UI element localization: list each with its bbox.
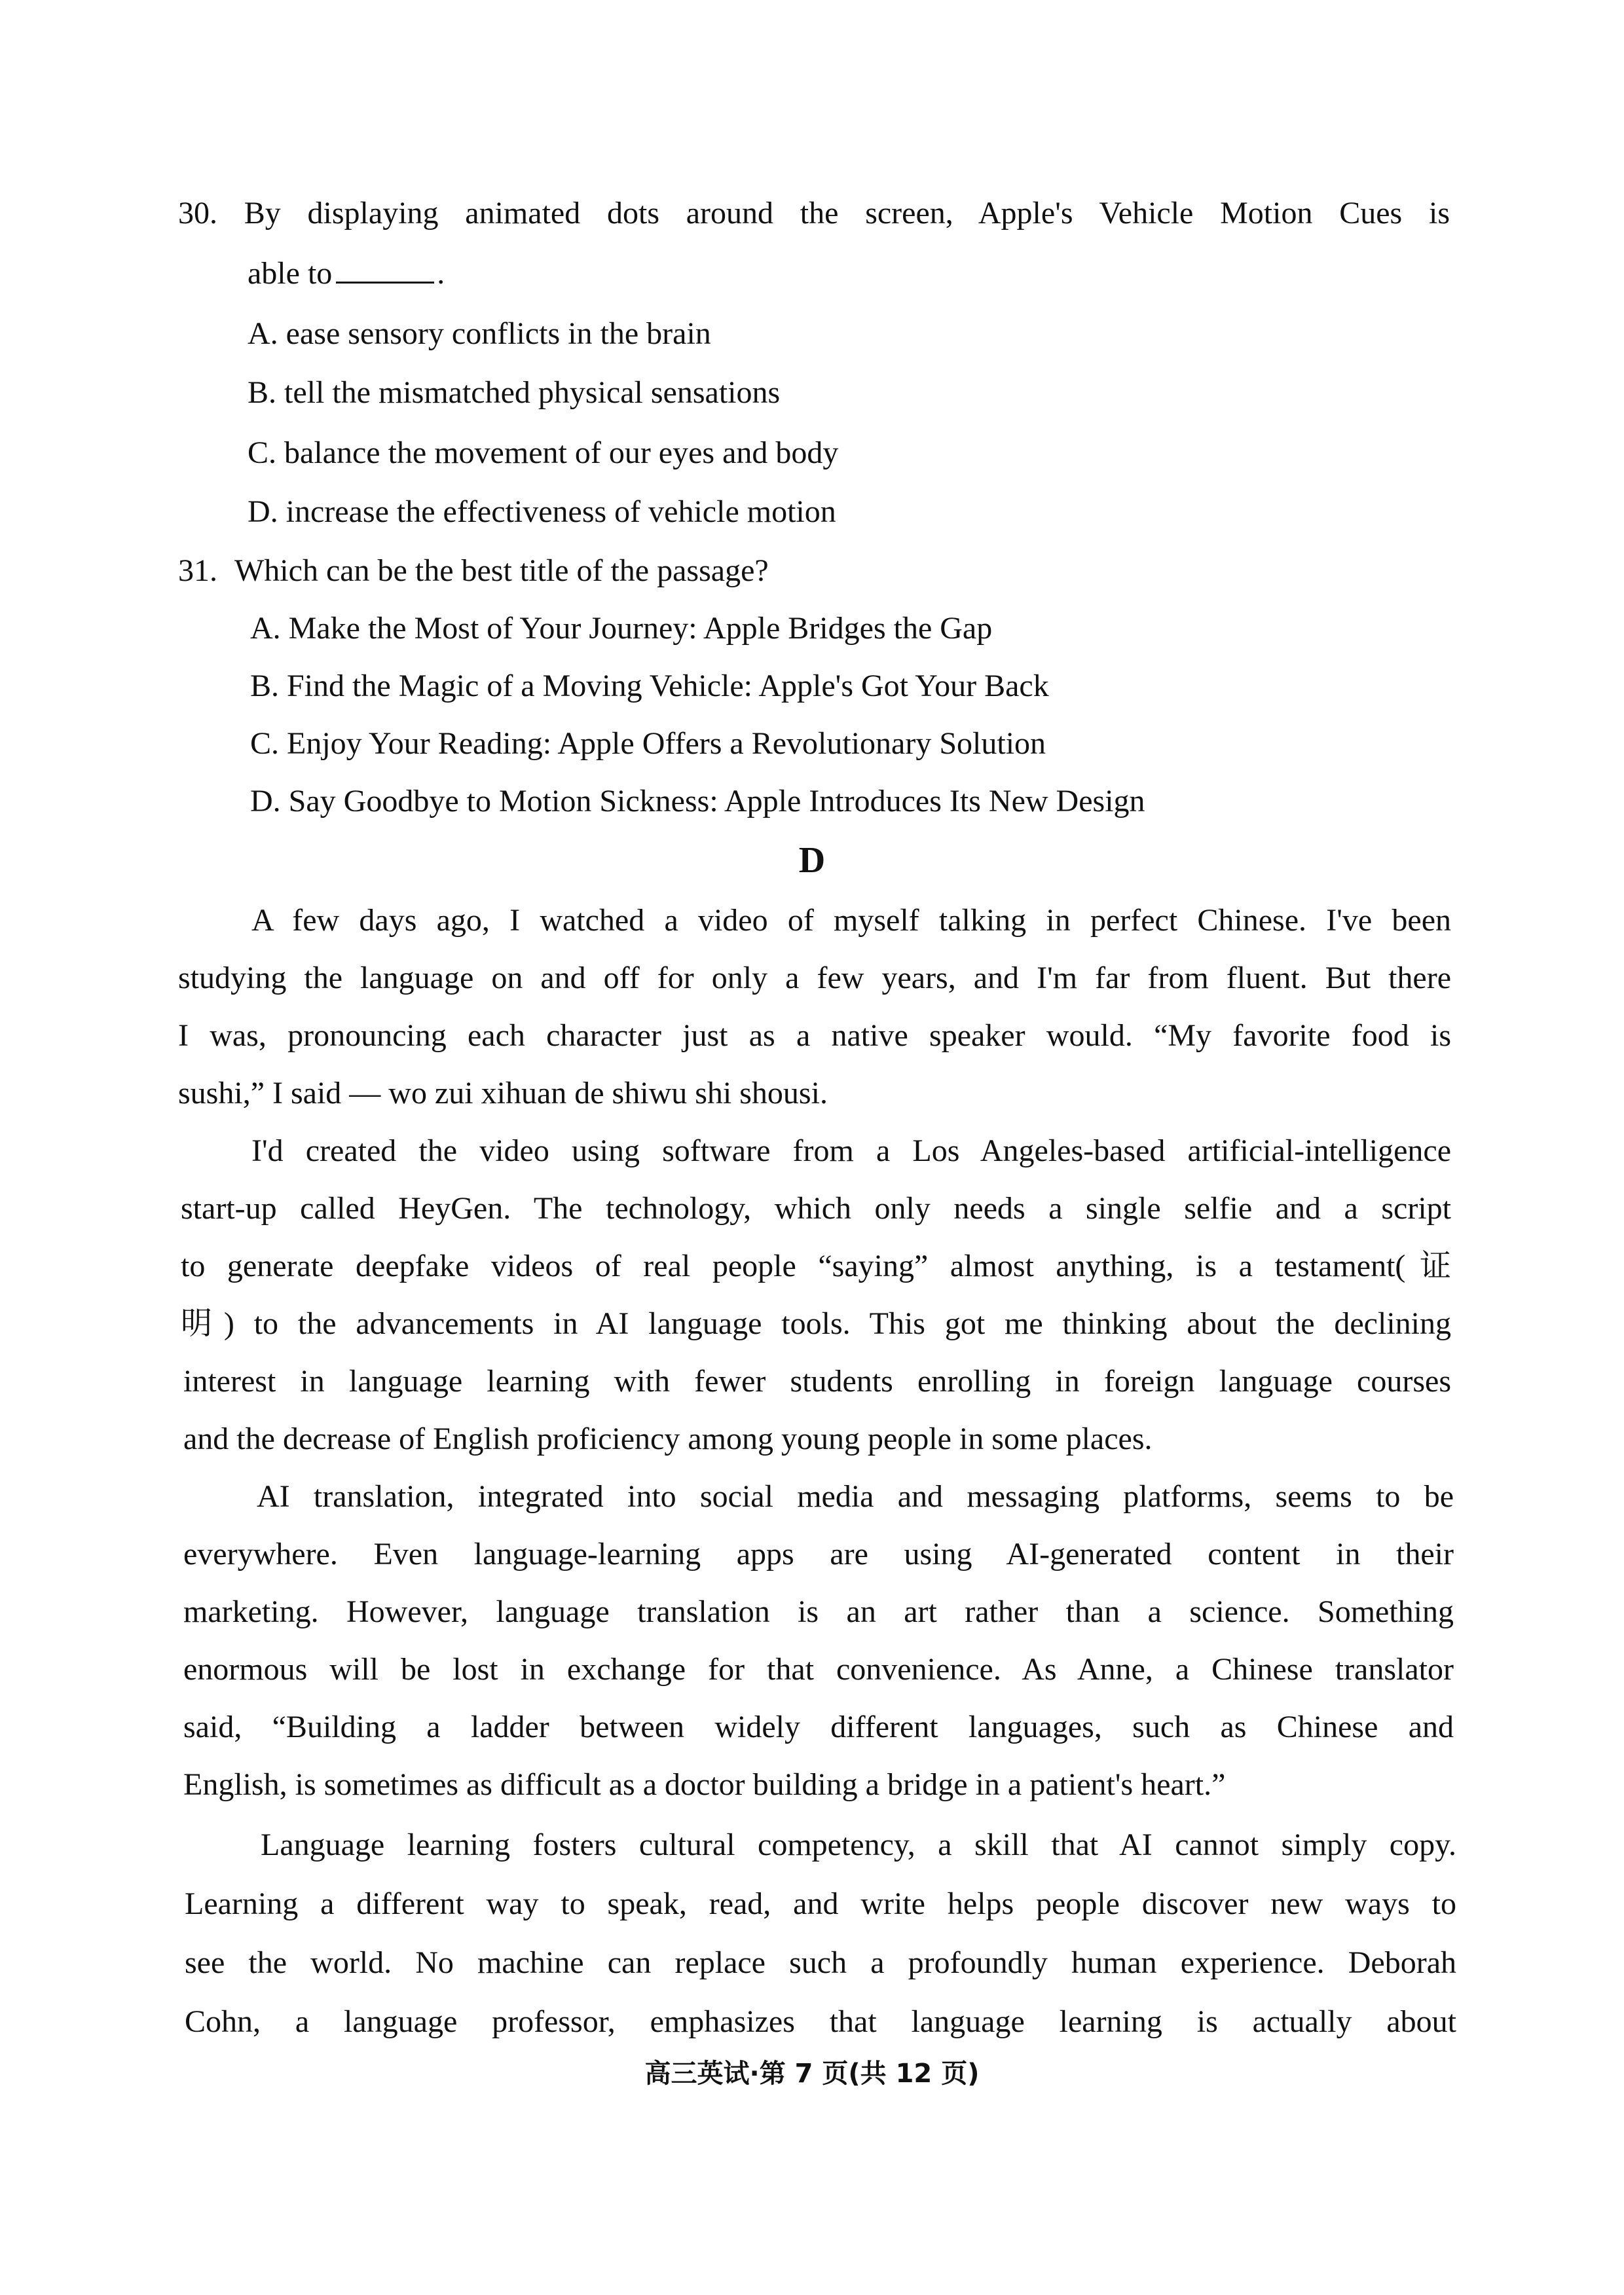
q30-option-c: C. balance the movement of our eyes and body	[248, 435, 839, 470]
passage-p2-line-3: to generate deepfake videos of real people “saying” almost anything, is a testament(证	[181, 1249, 1451, 1283]
passage-p2-line-5: interest in language learning with fewer students enrolling in foreign language courses	[183, 1364, 1451, 1399]
passage-p3-line-6: English, is sometimes as difficult as a doctor building a bridge in a patient's heart.”	[183, 1767, 1226, 1802]
q31-number: 31.	[178, 553, 217, 588]
passage-p3-line-3: marketing. However, language translation is an art rather than a science. Something	[183, 1594, 1454, 1629]
passage-p1-line-1: A few days ago, I watched a video of myself talking in perfect Chinese. I've been	[251, 903, 1451, 938]
passage-p4-line-3: see the world. No machine can replace such a profoundly human experience. Deborah	[185, 1945, 1456, 1980]
q31-option-a: A. Make the Most of Your Journey: Apple Bridges the Gap	[250, 611, 993, 646]
q30-stem-text: By displaying animated dots around the screen, Apple's Vehicle Motion Cues is	[244, 196, 1450, 230]
passage-p3-line-5: said, “Building a ladder between widely different languages, such as Chinese and	[183, 1710, 1454, 1744]
passage-p4-line-2: Learning a different way to speak, read, and write helps people discover new ways to	[185, 1886, 1456, 1921]
q30-option-b: B. tell the mismatched physical sensations	[248, 375, 781, 410]
passage-p2-line-2: start-up called HeyGen. The technology, which only needs a single selfie and a script	[181, 1191, 1451, 1226]
passage-p2-line-4: 明) to the advancements in AI language tools. This got me thinking about the declining	[181, 1306, 1451, 1341]
q30-option-a: A. ease sensory conflicts in the brain	[248, 316, 711, 351]
passage-p1-line-3: I was, pronouncing each character just as a native speaker would. “My favorite food is	[178, 1018, 1451, 1053]
passage-p4-line-4: Cohn, a language professor, emphasizes that language learning is actually about	[185, 2004, 1456, 2039]
passage-p2-line-6: and the decrease of English proficiency among young people in some places.	[183, 1422, 1153, 1456]
passage-p3-line-2: everywhere. Even language-learning apps are using AI-generated content in their	[183, 1537, 1454, 1571]
section-heading: D	[798, 840, 826, 881]
q30-stem-line-1	[178, 194, 1450, 233]
q31-stem: 31. Which can be the best title of the passage?	[178, 551, 769, 591]
page-footer: 高三英试·第 7 页(共 12 页)	[644, 2059, 980, 2089]
q30-number: 30.	[178, 196, 217, 230]
passage-p1-line-4: sushi,” I said — wo zui xihuan de shiwu shi shousi.	[178, 1076, 828, 1111]
passage-p3-line-4: enormous will be lost in exchange for that convenience. As Anne, a Chinese translator	[183, 1652, 1454, 1687]
q31-option-c: C. Enjoy Your Reading: Apple Offers a Revolutionary Solution	[250, 726, 1046, 761]
passage-p4-line-1: Language learning fosters cultural competency, a skill that AI cannot simply copy.	[261, 1827, 1456, 1862]
q31-option-b: B. Find the Magic of a Moving Vehicle: Apple's Got Your Back	[250, 669, 1049, 703]
q30-stem-line-2: able to .	[248, 256, 445, 291]
q31-option-d: D. Say Goodbye to Motion Sickness: Apple Introduces Its New Design	[250, 784, 1145, 818]
passage-p1-line-2: studying the language on and off for only a few years, and I'm far from fluent. But there	[178, 961, 1451, 995]
q30-option-d: D. increase the effectiveness of vehicle motion	[248, 494, 836, 529]
answer-blank	[336, 255, 434, 284]
passage-p3-line-1: AI translation, integrated into social media and messaging platforms, seems to be	[257, 1479, 1454, 1514]
passage-p2-line-1: I'd created the video using software from a Los Angeles-based artificial-intelligence	[251, 1133, 1451, 1168]
